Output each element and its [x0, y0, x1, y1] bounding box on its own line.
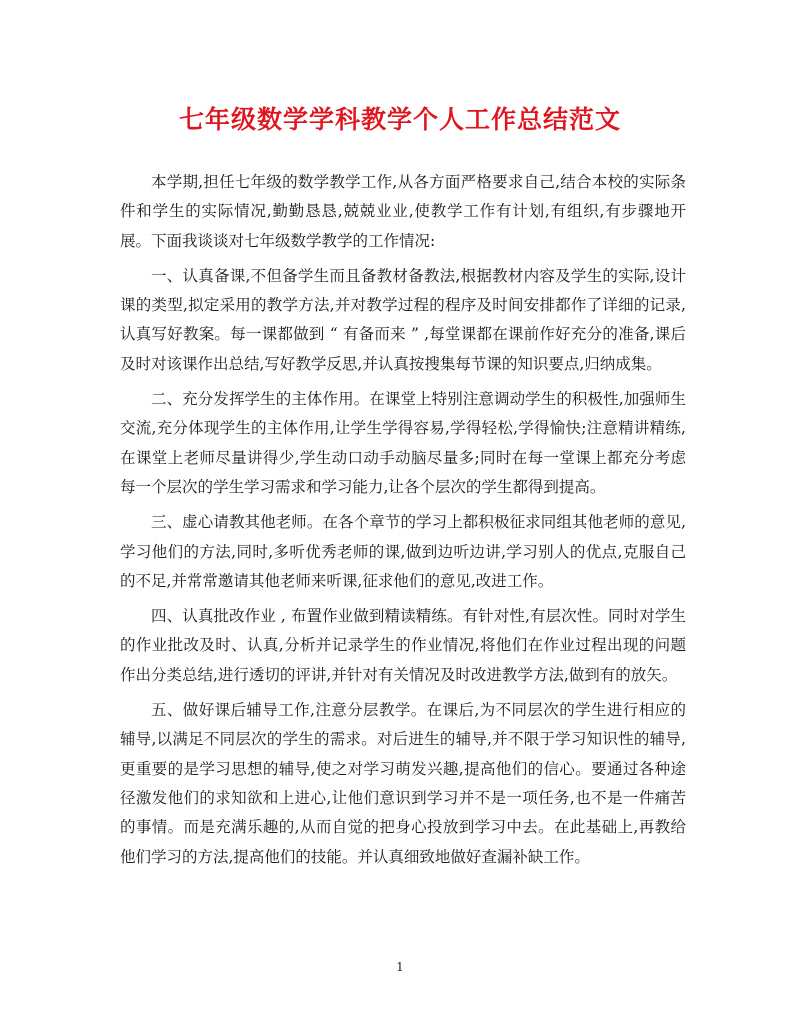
document-body — [120, 168, 686, 872]
paragraph-four: 四、认真批改作业 , 布置作业做到精读精练。有针对性,有层次性。同时对学生的作业批改及时、认真,分析并记录学生的作业情况,将他们在作业过程出现的问题作出分类总结,进行透切的评讲,并针对有关情况及时改进教学方法,做到有的放矢。 — [120, 607, 686, 684]
paragraph-one: 一、认真备课,不但备学生而且备教材备教法,根据教材内容及学生的实际,设计课的类型,拟定采用的教学方法,并对教学过程的程序及时间安排都作了详细的记录,认真写好教案。每一课都做到 “ 有备而来 ” ,每堂课都在课前作好充分的准备,课后及时对该课作出总结,写好教学反思,并认真按搜集每节课的知识要点,归纳成集。 — [120, 266, 686, 373]
document-title: 七年级数学学科教学个人工作总结范文 — [178, 105, 621, 134]
paragraph-two: 二、充分发挥学生的主体作用。在课堂上特别注意调动学生的积极性,加强师生交流,充分体现学生的主体作用,让学生学得容易,学得轻松,学得愉快;注意精讲精练,在课堂上老师尽量讲得少,学生动口动手动脑尽量多;同时在每一堂课上都充分考虑每一个层次的学生学习需求和学习能力,让各个层次的学生都得到提高。 — [120, 390, 686, 496]
paragraph-three: 三、虚心请教其他老师。在各个章节的学习上都积极征求同组其他老师的意见,学习他们的方法,同时,多听优秀老师的课,做到边听边讲,学习别人的优点,克服自己的不足,并常常邀请其他老师来听课,征求他们的意见,改进工作。 — [120, 513, 686, 590]
paragraph-intro: 本学期,担任七年级的数学教学工作,从各方面严格要求自己,结合本校的实际条件和学生的实际情况,勤勤恳恳,兢兢业业,使教学工作有计划,有组织,有步骤地开展。下面我谈谈对七年级数学教学的工作情况: — [120, 173, 686, 250]
paragraph-five: 五、做好课后辅导工作,注意分层教学。在课后,为不同层次的学生进行相应的辅导,以满足不同层次的学生的需求。对后进生的辅导,并不限于学习知识性的辅导,更重要的是学习思想的辅导,使之对学习萌发兴趣,提高他们的信心。要通过各种途径激发他们的求知欲和上进心,让他们意识到学习并不是一项任务,也不是一件痛苦的事情。而是充满乐趣的,从而自觉的把身心投放到学习中去。在此基础上,再教给他们学习的方法,提高他们的技能。并认真细致地做好查漏补缺工作。 — [120, 701, 686, 866]
page-number: 1 — [396, 960, 404, 974]
